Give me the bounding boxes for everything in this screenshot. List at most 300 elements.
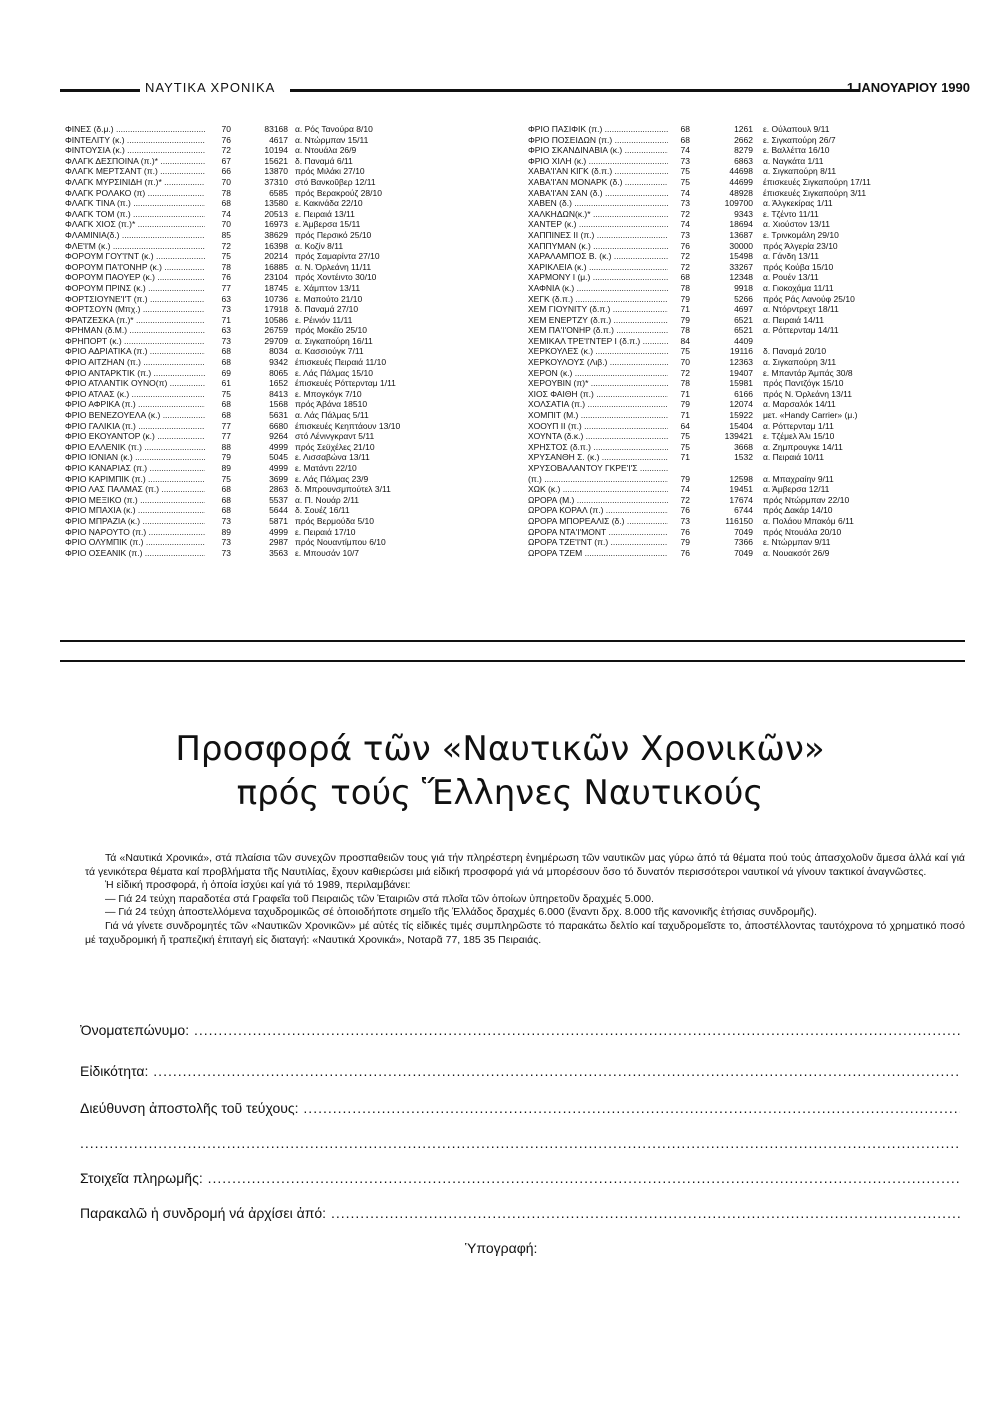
ship-tonnage: 12363 [729,357,753,368]
ship-row [65,399,445,410]
ship-tonnage: 15404 [729,420,753,431]
ship-row [528,272,948,283]
ship-row [65,315,445,326]
ship-row [528,219,948,230]
ship-row [528,262,948,273]
ship-tonnage: 4999 [269,441,288,452]
ship-tonnage: 19116 [729,346,753,357]
ship-position: α. Σιγκαπούρη 8/11 [763,166,837,177]
ship-position: ε. Μαπούτο 21/10 [295,293,363,304]
ship-build-year: 70 [221,124,231,134]
ship-name: ΦΡΙΟ ΕΚΟΥΑΝΤΟΡ (κ.) ..... [65,431,205,442]
ship-position: πρός Ντουάλα 20/10 [763,526,842,537]
ship-tonnage: 9918 [734,282,753,293]
ship-build-year: 76 [221,272,231,283]
form-payment-label: Στοιχεῖα πληρωμῆς: [80,1170,203,1186]
ship-tonnage: 17918 [264,304,288,315]
ship-name: ΩΡΟΡΑ ΤΖΕΜ ..... [528,548,668,559]
ship-tonnage: 6166 [734,388,753,399]
ship-name: ΧΟΟΥΠ II (π.) ..... [528,421,668,432]
ship-build-year: 68 [221,505,231,516]
ship-row [528,495,948,506]
ship-tonnage: 5631 [269,410,288,421]
ship-build-year: 71 [680,304,690,315]
ship-tonnage: 19407 [729,367,753,378]
ship-row [65,209,445,220]
ship-name: ΧΕΡΟΝ (κ.) ..... [528,368,668,379]
ship-row [528,315,948,326]
ship-position: έπισκευές Σιγκαπούρη 3/11 [763,187,867,198]
ship-position: α. Ναγκάτα 1/11 [763,155,824,166]
signature-label: Ὑπογραφή: [465,1240,538,1256]
ship-build-year: 72 [221,145,231,156]
ship-row [528,378,948,389]
ship-position: α. Π. Νουάρ 2/11 [295,494,360,505]
ship-row [65,166,445,177]
ship-row [528,230,948,241]
ship-tonnage: 18745 [264,282,288,293]
ship-tonnage: 19451 [729,484,753,495]
ship-row [65,241,445,252]
ship-tonnage: 38629 [264,229,288,240]
ship-row [528,399,948,410]
ship-build-year: 74 [680,187,690,198]
ship-tonnage: 10194 [264,145,288,156]
ship-row [65,188,445,199]
ship-name: ΦΟΡΟΥΜ ΠΡΙΝΣ (κ.) ..... [65,283,205,294]
ship-position: πρός Ράς Λανούφ 25/10 [763,293,855,304]
ship-tonnage: 6585 [269,187,288,198]
ship-tonnage: 17674 [729,494,753,505]
ship-build-year: 75 [680,166,690,177]
ship-position: έπισκευές Σιγκαπούρη 17/11 [763,176,871,187]
ship-name: ΦΡΙΟ ΑΦΡΙΚΑ (π.) ..... [65,399,205,410]
ship-name: ΦΡΙΟ ΑΙΤΖΗΑΝ (π.) ..... [65,357,205,368]
ship-name: ΦΛΑΓΚ ΜΥΡΣΙΝΙΔΗ (π.)* ..... [65,177,205,188]
ship-position: ε. Μπαντάρ Άμπάς 30/8 [763,367,853,378]
ship-tonnage: 13580 [264,198,288,209]
header-rule-left [60,89,140,92]
ship-name: ΧΑΒΑ'Ι'ΑΝ ΚΙΓΚ (δ.π.) ..... [528,166,668,177]
ship-tonnage: 6863 [734,155,753,166]
ship-position: δ. Σουέζ 16/11 [295,505,350,516]
ship-name: ΧΕΡΚΟΥΛΟΥΣ (Λιβ.) ..... [528,357,668,368]
section-divider-top [60,640,965,642]
ship-row [65,272,445,283]
ship-name: ΦΡΙΟ ΑΝΤΑΡΚΤΙΚ (π.) ..... [65,368,205,379]
ship-row [528,188,948,199]
offer-title-line1: Προσφορά τῶν «Ναυτικῶν Χρονικῶν» [175,729,825,769]
ship-tonnage: 3699 [269,473,288,484]
ship-tonnage: 4999 [269,463,288,473]
ship-position: πρός Νουαντίμπου 6/10 [295,537,386,548]
ship-row [528,474,948,485]
ship-tonnage: 7049 [734,526,753,537]
ship-tonnage: 1568 [269,399,288,410]
ship-tonnage: 20214 [264,251,288,262]
ship-position: α. Ρός Τανούρα 8/10 [295,124,373,134]
ship-row [65,156,445,167]
ship-tonnage: 139421 [724,431,753,442]
ship-position: α. Ρόττερνταμ 1/11 [763,420,834,431]
ship-tonnage: 12598 [729,473,753,484]
ship-build-year: 68 [221,484,231,495]
ship-build-year: 74 [680,145,690,156]
ship-position: πρός Μιλάκι 27/10 [295,166,365,177]
ship-build-year: 74 [221,208,231,219]
ship-tonnage: 3668 [734,441,753,452]
form-address-extra-line[interactable] [80,1135,960,1151]
page-header [60,80,980,100]
ship-position: α. Ντουάλα 26/9 [295,145,357,156]
ship-tonnage: 7049 [734,547,753,558]
ship-build-year: 76 [680,240,690,251]
ship-tonnage: 5871 [269,515,288,526]
ship-position: στό Βανκοῦβερ 12/11 [295,176,376,187]
ship-row [65,198,445,209]
ship-row [528,135,948,146]
ship-row [65,262,445,273]
ship-build-year: 68 [680,124,690,134]
ship-row [528,484,948,495]
ship-name: ΧΡΥΣΑΝΘΗ Σ. (κ.) ..... [528,452,668,463]
ship-name: ΦΛΑΓΚ ΜΕΡΤΣΑΝΤ (π.) ..... [65,166,205,177]
ship-position: ε. Βαλλέττα 16/10 [763,145,830,156]
ship-row [65,219,445,230]
ship-build-year: 68 [221,198,231,209]
ship-row [528,389,948,400]
ship-row [65,251,445,262]
ship-build-year: 70 [221,176,231,187]
ship-tonnage: 16973 [264,219,288,230]
ship-name: ΧΑΒΑ'Ι'ΑΝ ΣΑΝ (δ.) ..... [528,188,668,199]
ship-tonnage: 109700 [724,198,753,209]
ship-position: πρός Σεϋχέλες 21/10 [295,441,375,452]
ship-list-right [528,124,948,558]
ship-name: ΧΑΒΕΝ (δ.) ..... [528,198,668,209]
ship-row [65,346,445,357]
ship-position: ε. Ρέινιόν 11/11 [295,314,353,325]
ship-tonnage: 1261 [734,124,753,134]
ship-row [528,431,948,442]
ship-name: ΧΡΗΣΤΟΣ (δ.π.) ..... [528,442,668,453]
ship-tonnage: 116150 [725,515,753,526]
ship-build-year: 79 [680,293,690,304]
ship-position: α. Μαρσαλόκ 14/11 [763,399,836,410]
ship-name: ΦΛΑΓΚ ΧΙΟΣ (π.)* ..... [65,219,205,230]
ship-build-year: 73 [680,198,690,209]
ship-position: α. Κοζίν 8/11 [295,240,344,251]
ship-name: ΧΑΦΝΙΑ (κ.) ..... [528,283,668,294]
ship-build-year: 73 [680,229,690,240]
ship-position: ε. Μπουσάν 10/7 [295,547,360,558]
ship-position: α. Ζημπρουγκε 14/11 [763,441,843,452]
form-name-field[interactable] [80,1022,960,1038]
ship-position: α. Γιοκοχάμα 11/11 [763,282,834,293]
ship-position: πρός Άβάνα 18510 [295,399,368,410]
ship-position: ε. Τρινκομάλη 29/10 [763,229,839,240]
ship-tonnage: 6744 [734,505,753,516]
ship-tonnage: 29709 [264,335,288,346]
ship-build-year: 68 [680,272,690,283]
ship-build-year: 61 [221,378,231,389]
ship-tonnage: 15922 [729,410,753,421]
ship-name: ΦΡΙΟ ΛΑΣ ΠΑΛΜΑΣ (π.) ..... [65,484,205,495]
ship-name: ΧΑΒΑ'Ι'ΑΝ ΜΟΝΑΡΚ (δ.) ..... [528,177,668,188]
ship-name: ΦΡΙΟ ΚΑΡΙΜΠΙΚ (π.) ..... [65,474,205,485]
ship-build-year: 72 [221,240,231,251]
ship-build-year: 79 [221,452,231,463]
ship-tonnage: 2863 [269,484,288,495]
ship-position: α. Κασσιούγκ 7/11 [295,346,364,357]
ship-tonnage: 12074 [729,399,753,410]
offer-paragraph-intro: Τά «Ναυτικά Χρονικά», στά πλαίσια τῶν συνεχῶν προσπαθειῶν τους γιά τήν πληρέστερη ἐνημέρωση τῶν ναυτικῶν μας γύρω ἀπό τά θέματα πού τούς ἀπασχολοῦν ἄμεσα ἀλλά καί γιά τά γενικότερα θέματα καί προβλήματα τῆς Ναυτιλίας, ἔχουν καθιερώσει μιά εἰδική προσφορά γιά νά μπορέσουν ὅσο τό δυνατόν περισσότεροι ναυτικοί νά γίνουν τακτικοί ἀναγνῶστες. [85,852,965,878]
ship-position: μετ. «Handy Carrier» (μ.) [763,410,858,421]
ship-position: πρός Χοντέιντο 30/10 [295,272,377,283]
form-specialty-label: Εἰδικότητα: [80,1063,149,1079]
ship-tonnage: 16398 [264,240,288,251]
ship-tonnage: 18694 [729,219,753,230]
ship-position: α. Ντώρμπαν 15/11 [295,134,369,145]
ship-row [528,516,948,527]
ship-tonnage: 4617 [269,134,288,145]
ship-name: ΦΡΙΟ ΜΠΡΑΖΙΑ (κ.) ..... [65,516,205,527]
ship-position: α. Άμβερσα 12/11 [763,484,830,495]
ship-tonnage: 4999 [269,526,288,537]
ship-tonnage: 5266 [734,293,753,304]
ship-build-year: 75 [221,251,231,262]
ship-name: ΦΡΙΟ ΕΛΛΕΝΙΚ (π.) ..... [65,442,205,453]
ship-row [528,505,948,516]
ship-build-year: 72 [680,251,690,262]
ship-row [528,198,948,209]
ship-row [65,410,445,421]
ship-row [528,548,948,559]
issue-date: 1 ΙΑΝΟΥΑΡΙΟΥ 1990 [846,80,970,95]
ship-build-year: 73 [221,335,231,346]
ship-name: ΦΟΡΟΥΜ ΓΟΥ'Ι'ΝΤ (κ.) ..... [65,251,205,262]
ship-position: ε. Λάς Πάλμας 15/10 [295,367,373,378]
ship-tonnage: 4697 [734,304,753,315]
ship-name: ΩΡΟΡΑ ΚΟΡΑΛ (π.) ..... [528,505,668,516]
ship-row [528,537,948,548]
ship-build-year: 72 [680,261,690,272]
ship-name: ΧΕΓΚ (δ.π.) ..... [528,294,668,305]
ship-position: πρός Δακάρ 14/10 [763,505,833,516]
ship-tonnage: 5644 [269,505,288,516]
ship-position: α. Πειραιά 14/11 [763,314,825,325]
ship-tonnage: 10736 [264,293,288,304]
ship-position: έπισκευές Κεηπτάουν 13/10 [295,420,401,431]
ship-tonnage: 10586 [264,314,288,325]
ship-row [65,527,445,538]
ship-row [65,548,445,559]
form-address-field[interactable] [80,1100,960,1116]
ship-name: ΦΡΙΟ ΓΑΛΙΚΙΑ (π.) ..... [65,421,205,432]
ship-name: ΦΙΝΤΟΥΣΙΑ (κ.) ..... [65,145,205,156]
ship-tonnage: 33267 [729,261,753,272]
ship-tonnage: 26759 [264,325,288,336]
ship-tonnage: 44699 [729,176,753,187]
ship-build-year: 76 [221,134,231,145]
ship-name: ΧΑΡΑΛΑΜΠΟΣ Β. (κ.) ..... [528,251,668,262]
ship-row [65,505,445,516]
offer-paragraph-instructions: Γιά νά γίνετε συνδρομητές τῶν «Ναυτικῶν Χρονικῶν» μέ αὐτές τίς εἰδικές τιμές συμπληρῶστε τό παρακάτω δελτίο καί ταχυδρομεῖστε το, ἀποστέλλοντας ταυτόχρονα τό χρηματικό ποσό μέ ταχυδρομική ἤ τραπεζική ἐπιταγή εἰς διαταγή: «Ναυτικά Χρονικά», Νοταρᾶ 77, 185 35 Πειραιάς. [85,919,965,946]
ship-tonnage: 44698 [729,166,753,177]
ship-build-year: 68 [221,494,231,505]
ship-position: α. Ν. Όρλεάνη 11/11 [295,261,372,272]
ship-name: ΧΑΡΜΟΝΥ I (μ.) ..... [528,272,668,283]
ship-name: ΦΙΝΤΕΛΙΤΥ (κ.) ..... [65,135,205,146]
ship-list-left [65,124,445,558]
ship-build-year: 67 [221,155,231,166]
ship-row [65,283,445,294]
ship-tonnage: 15981 [729,378,753,389]
ship-row [528,357,948,368]
ship-name: ΦΛΑΓΚ ΡΟΛΑΚΟ (π) ..... [65,188,205,199]
ship-row [65,537,445,548]
ship-position: έπισκευές Πειραιά 11/10 [295,357,387,368]
ship-build-year: 78 [680,282,690,293]
ship-name: ΦΡΗΜΑΝ (δ.Μ.) ..... [65,325,205,336]
ship-tonnage: 1652 [269,378,288,389]
ship-position: ε. Πειραιά 13/11 [295,208,355,219]
publication-title: ΝΑΥΤΙΚΑ ΧΡΟΝΙΚΑ [145,80,276,95]
ship-row [65,325,445,336]
ship-name: ΧΙΟΣ ΦΑΙΘΗ (π.) ..... [528,389,668,400]
ship-tonnage: 83168 [264,124,288,134]
ship-build-year: 79 [680,537,690,548]
ship-tonnage: 9343 [734,208,753,219]
ship-build-year: 74 [680,484,690,495]
ship-position: δ. Παναμά 20/10 [763,346,827,357]
ship-build-year: 89 [221,463,231,473]
ship-name: ΦΟΡΤΣΟΥΝ (Μπχ.) ..... [65,304,205,315]
ship-row [65,378,445,389]
ship-row [65,516,445,527]
ship-tonnage: 37310 [264,176,288,187]
ship-position: α. Μπαχραίην 9/11 [763,473,834,484]
ship-name: ΦΛΕ'Ι'Μ (κ.) ..... [65,241,205,252]
ship-row [65,474,445,485]
ship-row [65,421,445,432]
ship-tonnage: 9342 [269,357,288,368]
ship-name: ΦΟΡΟΥΜ ΠΑΟΥΕΡ (κ.) ..... [65,272,205,283]
ship-name: ΦΡΙΟ ΙΟΝΙΑΝ (κ.) ..... [65,452,205,463]
ship-row [65,495,445,506]
ship-build-year: 76 [680,505,690,516]
ship-build-year: 71 [680,388,690,399]
ship-position: δ. Παναμά 6/11 [295,155,353,166]
ship-position: ε. Ούλαπουλ 9/11 [763,124,830,134]
ship-name: ΧΕΜ ΠΑ'Ι'ΟΝΗΡ (δ.π.) ..... [528,325,668,336]
ship-row [65,145,445,156]
ship-build-year: 77 [221,420,231,431]
ship-build-year: 73 [680,155,690,166]
ship-tonnage: 3563 [269,547,288,558]
ship-position: ε. Λάς Πάλμας 23/9 [295,473,369,484]
ship-tonnage: 2662 [734,134,753,145]
ship-build-year: 77 [221,282,231,293]
ship-name: (π.) ..... [528,474,668,485]
ship-row [528,251,948,262]
ship-build-year: 73 [221,515,231,526]
ship-row [65,230,445,241]
ship-row [528,336,948,347]
ship-row [65,336,445,347]
ship-row [528,209,948,220]
ship-name: ΦΛΑΓΚ ΤΙΝΑ (π.) ..... [65,198,205,209]
ship-position: α. Ρουέν 13/11 [763,272,819,283]
ship-build-year: 75 [680,431,690,442]
ship-position: πρός Βερμούδα 5/10 [295,515,375,526]
ship-build-year: 79 [680,314,690,325]
ship-name: ΦΡΙΟ ΠΟΣΕΙΔΩΝ (π.) ..... [528,135,668,146]
ship-name: ΧΟΜΠΙΤ (Μ.) ..... [528,410,668,421]
ship-build-year: 75 [680,346,690,357]
ship-row [65,124,445,135]
ship-name: ΦΡΙΟ ΑΤΛΑΣ (κ.) ..... [65,389,205,400]
form-payment-field[interactable] [80,1170,960,1186]
ship-build-year: 75 [221,473,231,484]
section-divider-bottom [60,660,965,662]
ship-position: ε. Χάμπτον 13/11 [295,282,361,293]
ship-row [65,389,445,400]
ship-name: ΦΡΙΟ ΧΙΛΗ (κ.) ..... [528,156,668,167]
ship-tonnage: 23104 [264,272,288,283]
ship-name: ΧΑΝΤΕΡ (κ.) ..... [528,219,668,230]
ship-row [528,166,948,177]
ship-name: ΦΡΑΤΖΕΣΚΑ (π.)* ..... [65,315,205,326]
ship-row [528,304,948,315]
ship-name: ΦΡΙΟ ΟΣΕΑΝΙΚ (π.) ..... [65,548,205,559]
ship-tonnage: 15621 [264,155,288,166]
ship-tonnage: 2987 [269,537,288,548]
ship-name: ΩΡΟΡΑ ΜΠΟΡΕΑΛΙΣ (δ.) ..... [528,516,668,527]
ship-position: πρός Μοκέϊο 25/10 [295,325,367,336]
ship-row [528,368,948,379]
form-address-label: Διεύθυνση ἀποστολῆς τοῦ τεύχους: [80,1100,299,1116]
ship-position: ε. Ματάντι 22/10 [295,463,357,473]
ship-build-year: 79 [680,473,690,484]
ship-row [528,325,948,336]
form-name-label: Ὀνοματεπώνυμο: [80,1022,190,1038]
ship-position: ε. Άμβερσα 15/11 [295,219,361,230]
ship-name: ΦΡΙΟ ΑΤΛΑΝΤΙΚ ΟΥΝΟ(π) ..... [65,378,205,389]
ship-name: ΦΟΡΤΣΙΟΥΝΕ'Ι'Τ (π.) ..... [65,294,205,305]
ship-name: ΩΡΟΡΑ (Μ.) ..... [528,495,668,506]
ship-position: α. Ντόρντρεχτ 18/11 [763,304,839,315]
ship-position: στό Λένινγκραντ 5/11 [295,431,375,442]
ship-build-year: 84 [680,335,690,346]
ship-position: πρός Ν. Όρλεάνη 13/11 [763,388,852,399]
ship-position: α. Άλγκεκίρας 1/11 [763,198,833,209]
ship-position: ε. Λισσαβώνα 13/11 [295,452,370,463]
ship-name: ΦΡΙΟ ΚΑΝΑΡΙΑΣ (π.) ..... [65,463,205,474]
ship-build-year: 79 [680,399,690,410]
form-start-field[interactable] [80,1205,960,1221]
ship-row [528,463,948,474]
ship-position: δ. Μπρουνσμπούτελ 3/11 [295,484,391,495]
ship-position: α. Νουακσότ 26/9 [763,547,830,558]
ship-tonnage: 4409 [734,335,753,346]
ship-row [65,484,445,495]
ship-row [528,346,948,357]
ship-name: ΦΙΝΕΣ (δ.μ.) ..... [65,124,205,135]
ship-build-year: 71 [680,410,690,421]
form-specialty-field[interactable] [80,1063,960,1079]
ship-tonnage: 30000 [729,240,753,251]
